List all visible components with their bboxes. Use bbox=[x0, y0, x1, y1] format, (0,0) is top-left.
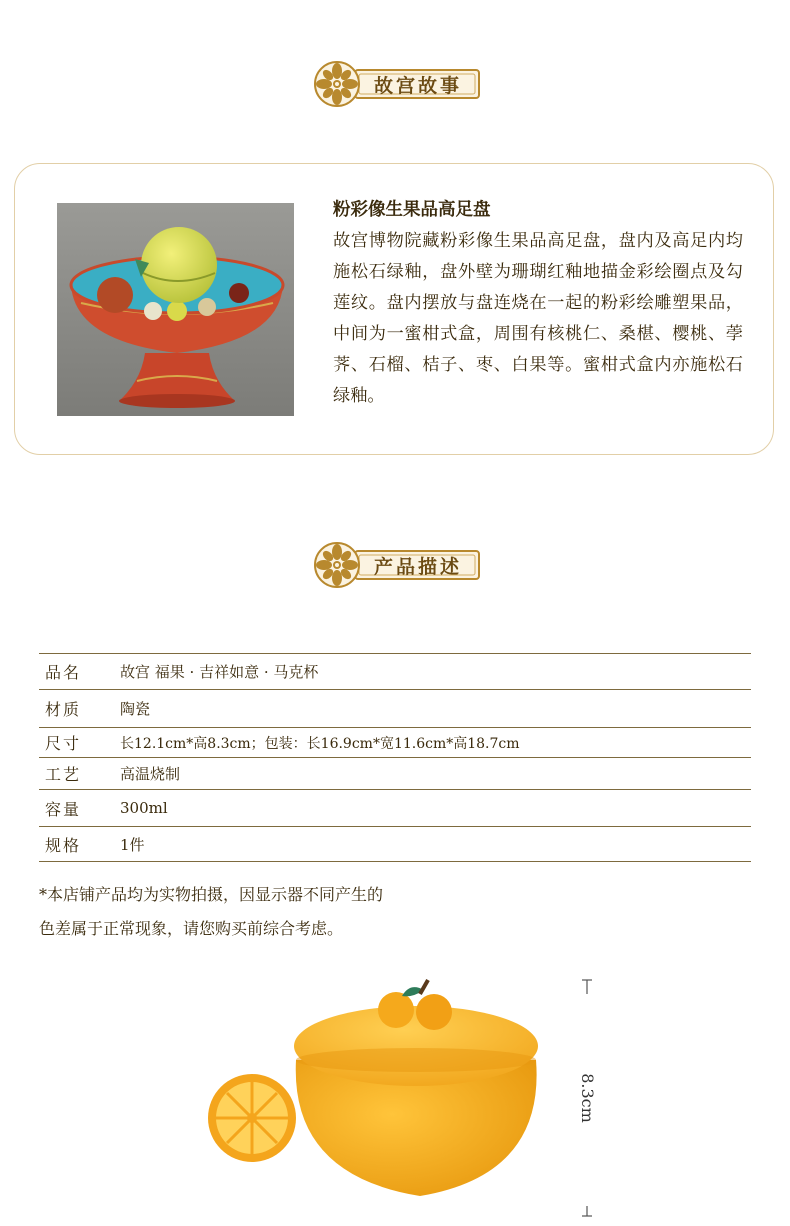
spec-row-craft bbox=[39, 757, 751, 789]
story-title-badge bbox=[307, 60, 483, 108]
spec-value: 故宫 福果 · 吉祥如意 · 马克杯 bbox=[120, 663, 319, 681]
spec-value: 长12.1cm*高8.3cm；包装：长16.9cm*宽11.6cm*高18.7cm bbox=[120, 735, 520, 752]
disclaimer-line-2: 色差属于正常现象，请您购买前综合考虑。 bbox=[39, 919, 344, 938]
spec-label: 容量 bbox=[45, 799, 82, 819]
product-title-badge bbox=[307, 541, 483, 589]
spec-label: 尺寸 bbox=[45, 734, 82, 753]
disclaimer-line-1: *本店铺产品均为实物拍摄，因显示器不同产生的 bbox=[39, 885, 384, 904]
spec-value: 高温烧制 bbox=[120, 765, 181, 783]
spec-label: 工艺 bbox=[45, 765, 82, 784]
spec-value: 1件 bbox=[120, 835, 145, 854]
spec-row-capacity bbox=[39, 789, 751, 826]
story-heading: 粉彩像生果品高足盘 bbox=[333, 200, 491, 220]
spec-value: 陶瓷 bbox=[120, 700, 151, 718]
spec-row-material bbox=[39, 689, 751, 727]
spec-value: 300ml bbox=[120, 799, 168, 817]
spec-label: 品名 bbox=[45, 663, 82, 682]
story-section-title: 故宫故事 bbox=[373, 74, 462, 97]
spec-row-size bbox=[39, 727, 751, 757]
dimension-label: 8.3cm bbox=[578, 1073, 597, 1123]
product-section-title: 产品描述 bbox=[373, 555, 462, 578]
spec-row-name bbox=[39, 653, 751, 689]
color-disclaimer bbox=[39, 878, 539, 946]
artifact-photo bbox=[57, 203, 294, 416]
spec-label: 材质 bbox=[45, 700, 82, 719]
product-photo bbox=[0, 960, 790, 1222]
story-description: 故宫博物院藏粉彩像生果品高足盘，盘内及高足内均施松石绿釉，盘外壁为珊瑚红釉地描金彩绘圈点及勾莲纹。盘内摆放与盘连烧在一起的粉彩绘雕塑果品，中间为一蜜柑式盒，周围有核桃仁、桑椹、樱桃、荸荠、石榴、桔子、枣、白果等。蜜柑式盒内亦施松石绿釉。 bbox=[333, 231, 743, 406]
spec-label: 规格 bbox=[45, 835, 82, 855]
story-card bbox=[14, 163, 774, 455]
spec-table bbox=[39, 653, 751, 862]
product-section-header bbox=[0, 535, 790, 595]
story-section-header bbox=[0, 54, 790, 114]
spec-row-spec bbox=[39, 826, 751, 862]
